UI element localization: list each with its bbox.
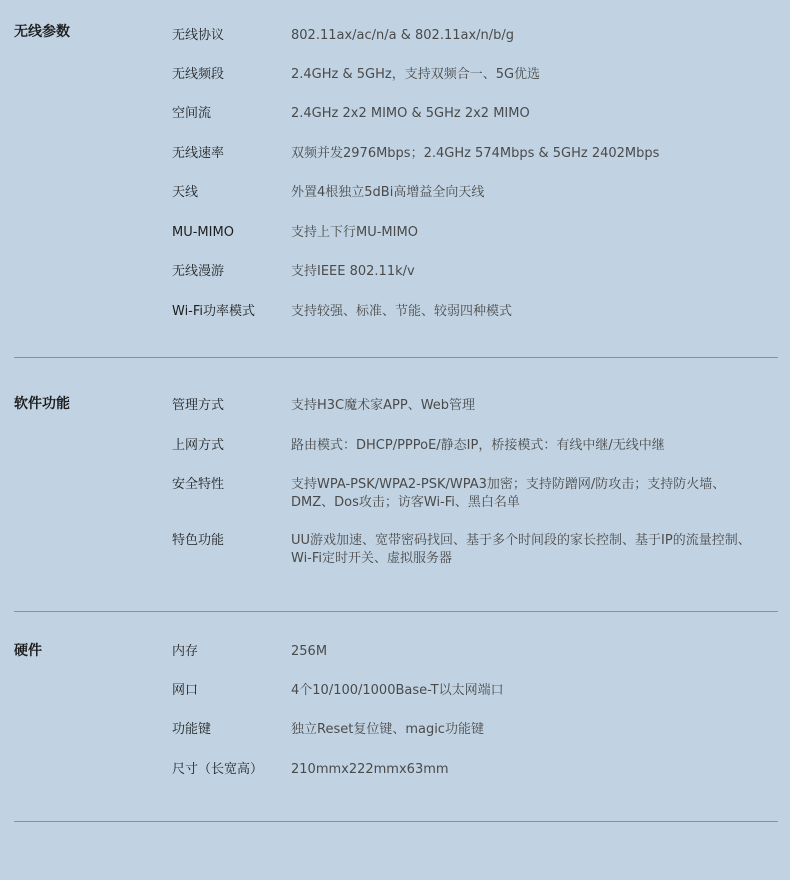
spec-label: 无线漫游	[172, 264, 225, 279]
spec-label: MU-MIMO	[172, 225, 234, 240]
spec-label: 上网方式	[172, 438, 225, 453]
spec-value: 独立Reset复位键、magic功能键	[291, 722, 484, 737]
spec-value: 双频并发2976Mbps；2.4GHz 574Mbps & 5GHz 2402Mbps	[291, 146, 660, 161]
spec-label: 功能键	[172, 722, 212, 737]
spec-label: 无线协议	[172, 28, 225, 43]
spec-label: 空间流	[172, 106, 212, 121]
spec-value: 支持较强、标准、节能、较弱四种模式	[291, 304, 513, 319]
spec-label: 网口	[172, 683, 199, 698]
spec-value: UU游戏加速、宽带密码找回、基于多个时间段的家长控制、基于IP的流量控制、 Wi-Fi定时开关、虚拟服务器	[291, 533, 751, 566]
spec-value: 支持WPA-PSK/WPA2-PSK/WPA3加密；支持防蹭网/防攻击；支持防火墙、 DMZ、Dos攻击；访客Wi-Fi、黑白名单	[291, 477, 726, 510]
spec-value: 支持H3C魔术家APP、Web管理	[291, 398, 476, 413]
spec-value: 外置4根独立5dBi高增益全向天线	[291, 185, 485, 200]
section-divider	[14, 821, 778, 822]
spec-label: 特色功能	[172, 533, 225, 548]
spec-value: 256M	[291, 644, 328, 659]
spec-value: 支持IEEE 802.11k/v	[291, 264, 415, 279]
spec-value: 802.11ax/ac/n/a & 802.11ax/n/b/g	[291, 28, 515, 43]
spec-value: 支持上下行MU-MIMO	[291, 225, 418, 240]
spec-label: 无线速率	[172, 146, 225, 161]
section-title-wireless: 无线参数	[14, 24, 70, 40]
section-divider	[14, 357, 778, 358]
spec-value: 2.4GHz & 5GHz，支持双频合一、5G优选	[291, 67, 541, 82]
section-title-hardware: 硬件	[14, 643, 42, 659]
spec-label: 无线频段	[172, 67, 225, 82]
spec-value: 路由模式：DHCP/PPPoE/静态IP，桥接模式：有线中继/无线中继	[291, 438, 665, 453]
spec-label: Wi-Fi功率模式	[172, 304, 256, 319]
spec-label: 管理方式	[172, 398, 225, 413]
section-divider	[14, 611, 778, 612]
section-title-software: 软件功能	[14, 396, 70, 412]
spec-label: 安全特性	[172, 477, 225, 492]
spec-value: 210mmx222mmx63mm	[291, 762, 449, 777]
spec-value: 4个10/100/1000Base-T以太网端口	[291, 683, 504, 698]
spec-value: 2.4GHz 2x2 MIMO & 5GHz 2x2 MIMO	[291, 106, 530, 121]
spec-label: 天线	[172, 185, 199, 200]
spec-label: 内存	[172, 644, 199, 659]
spec-label: 尺寸（长宽高）	[172, 762, 264, 777]
